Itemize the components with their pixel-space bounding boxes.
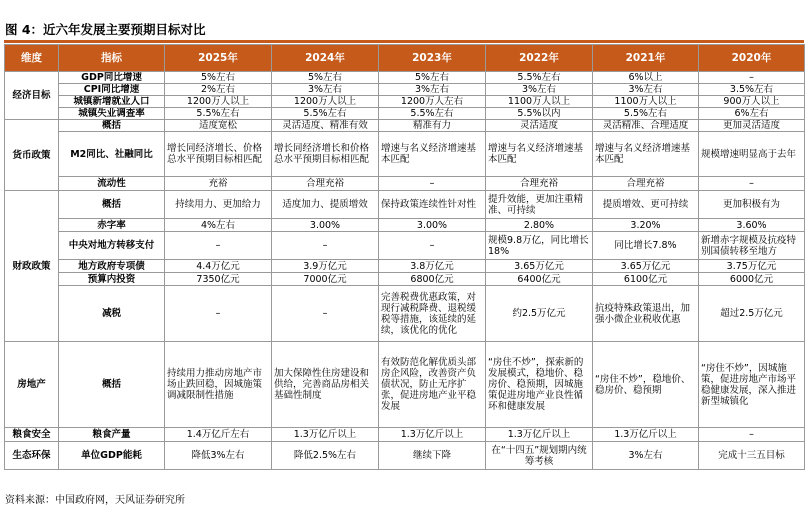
value-cell: “房住不炒”，稳地价、稳房价、稳预期: [593, 342, 699, 428]
indicator-cell: 概括: [59, 120, 165, 132]
value-cell: 规模增速明显高于去年: [699, 132, 805, 177]
value-cell: “房住不炒”，探索新的发展模式，稳地价、稳房价、稳预期，因城施策促进房地产业良性循环和健康发展: [486, 342, 593, 428]
header-2021: 2021年: [593, 45, 699, 72]
indicator-cell: 流动性: [59, 177, 165, 191]
value-cell: 合理充裕: [486, 177, 593, 191]
value-cell: 3%左右: [593, 442, 699, 470]
table-row: [5, 260, 805, 273]
value-cell: 超过2.5万亿元: [699, 286, 805, 342]
header-2023: 2023年: [379, 45, 486, 72]
value-cell: 3.00%: [379, 219, 486, 232]
value-cell: 灵活适度: [486, 120, 593, 132]
table-row: [5, 342, 805, 428]
value-cell: 1100万人以上: [486, 96, 593, 108]
table-row: [5, 84, 805, 96]
value-cell: 完善税费优惠政策，对现行减税降费、退税缓税等措施，该延续的延续，该优化的优化: [379, 286, 486, 342]
value-cell: 增速与名义经济增速基本匹配: [486, 132, 593, 177]
value-cell: 900万人以上: [699, 96, 805, 108]
indicator-cell: 中央对地方转移支付: [59, 232, 165, 260]
value-cell: –: [699, 177, 805, 191]
table-row: [5, 120, 805, 132]
section-monetary: 货币政策: [5, 120, 59, 191]
value-cell: 1.3万亿斤以上: [272, 428, 379, 442]
value-cell: 5.5%以内: [486, 108, 593, 120]
value-cell: 5.5%左右: [165, 108, 272, 120]
value-cell: 新增赤字规模及抗疫特别国债转移至地方: [699, 232, 805, 260]
table-row: [5, 177, 805, 191]
table-row: [5, 191, 805, 219]
value-cell: 3%左右: [379, 84, 486, 96]
indicator-cell: 概括: [59, 342, 165, 428]
section-food-security: 粮食安全: [5, 428, 59, 442]
value-cell: 3.00%: [272, 219, 379, 232]
indicator-cell: 概括: [59, 191, 165, 219]
value-cell: 4%左右: [165, 219, 272, 232]
value-cell: 更加灵活适度: [699, 120, 805, 132]
value-cell: 5%左右: [165, 72, 272, 84]
header-dimension: 维度: [5, 45, 59, 72]
value-cell: 6800亿元: [379, 273, 486, 286]
table-row: [5, 72, 805, 84]
indicator-cell: M2同比、社融同比: [59, 132, 165, 177]
value-cell: –: [272, 232, 379, 260]
section-fiscal: 财政政策: [5, 191, 59, 342]
header-indicator: 指标: [59, 45, 165, 72]
value-cell: 持续用力推动房地产市场止跌回稳，因城施策调减限制性措施: [165, 342, 272, 428]
value-cell: 提升效能，更加注重精准、可持续: [486, 191, 593, 219]
value-cell: 3%左右: [593, 84, 699, 96]
value-cell: –: [165, 232, 272, 260]
value-cell: 增长同经济增长和价格总水平预期目标相匹配: [272, 132, 379, 177]
value-cell: 1200万人以上: [165, 96, 272, 108]
value-cell: 有效防范化解优质头部房企风险，改善资产负债状况，防止无序扩张，促进房地产业平稳发展: [379, 342, 486, 428]
value-cell: 5%左右: [379, 72, 486, 84]
value-cell: –: [699, 428, 805, 442]
value-cell: 降低2.5%左右: [272, 442, 379, 470]
value-cell: 3%左右: [486, 84, 593, 96]
value-cell: 同比增长7.8%: [593, 232, 699, 260]
value-cell: 6%左右: [699, 108, 805, 120]
value-cell: –: [379, 177, 486, 191]
value-cell: 1.4万亿斤左右: [165, 428, 272, 442]
table-row: [5, 442, 805, 470]
value-cell: –: [699, 72, 805, 84]
figure-title: 图 4：近六年发展主要预期目标对比: [5, 22, 206, 37]
source-note: 资料来源：中国政府网，天风证券研究所: [5, 495, 185, 506]
value-cell: 5.5%左右: [593, 108, 699, 120]
value-cell: 3.60%: [699, 219, 805, 232]
value-cell: 完成十三五目标: [699, 442, 805, 470]
value-cell: 6%以上: [593, 72, 699, 84]
header-row: [5, 45, 805, 72]
indicator-cell: 减税: [59, 286, 165, 342]
value-cell: 3.75万亿元: [699, 260, 805, 273]
value-cell: 1.3万亿斤以上: [379, 428, 486, 442]
value-cell: 1.3万亿斤以上: [593, 428, 699, 442]
table-row: [5, 428, 805, 442]
section-economy: 经济目标: [5, 72, 59, 120]
value-cell: 适度宽松: [165, 120, 272, 132]
value-cell: 3.9万亿元: [272, 260, 379, 273]
indicator-cell: GDP同比增速: [59, 72, 165, 84]
value-cell: 更加积极有为: [699, 191, 805, 219]
value-cell: 3.65万亿元: [593, 260, 699, 273]
indicator-cell: 赤字率: [59, 219, 165, 232]
value-cell: 降低3%左右: [165, 442, 272, 470]
value-cell: 6400亿元: [486, 273, 593, 286]
value-cell: 3.5%左右: [699, 84, 805, 96]
value-cell: 3.20%: [593, 219, 699, 232]
value-cell: 提质增效、更可持续: [593, 191, 699, 219]
indicator-cell: 单位GDP能耗: [59, 442, 165, 470]
section-real-estate: 房地产: [5, 342, 59, 428]
value-cell: 增长同经济增长、价格总水平预期目标相匹配: [165, 132, 272, 177]
value-cell: 5%左右: [272, 72, 379, 84]
value-cell: 合理充裕: [272, 177, 379, 191]
indicator-cell: 城镇失业调查率: [59, 108, 165, 120]
value-cell: 精准有力: [379, 120, 486, 132]
indicator-cell: 城镇新增就业人口: [59, 96, 165, 108]
table-row: [5, 286, 805, 342]
value-cell: –: [272, 286, 379, 342]
value-cell: 6000亿元: [699, 273, 805, 286]
value-cell: 灵活精准、合理适度: [593, 120, 699, 132]
value-cell: 3.8万亿元: [379, 260, 486, 273]
value-cell: 加大保障性住房建设和供给，完善商品房相关基础性制度: [272, 342, 379, 428]
value-cell: 合理充裕: [593, 177, 699, 191]
section-ecology: 生态环保: [5, 442, 59, 470]
value-cell: 灵活适度、精准有效: [272, 120, 379, 132]
value-cell: 7000亿元: [272, 273, 379, 286]
title-underline: [4, 40, 804, 43]
value-cell: 7350亿元: [165, 273, 272, 286]
value-cell: –: [379, 232, 486, 260]
value-cell: 约2.5万亿元: [486, 286, 593, 342]
value-cell: 3.65万亿元: [486, 260, 593, 273]
table-row: [5, 132, 805, 177]
table-row: [5, 273, 805, 286]
value-cell: 适度加力、提质增效: [272, 191, 379, 219]
value-cell: 增速与名义经济增速基本匹配: [593, 132, 699, 177]
indicator-cell: 地方政府专项债: [59, 260, 165, 273]
value-cell: 5.5%左右: [272, 108, 379, 120]
value-cell: 充裕: [165, 177, 272, 191]
value-cell: 在“十四五”规划期内统筹考核: [486, 442, 593, 470]
table-row: [5, 232, 805, 260]
value-cell: 1100万人以上: [593, 96, 699, 108]
value-cell: 5.5%左右: [379, 108, 486, 120]
value-cell: 保持政策连续性针对性: [379, 191, 486, 219]
value-cell: “房住不炒”，因城施策，促进房地产市场平稳健康发展，深入推进新型城镇化: [699, 342, 805, 428]
value-cell: 5.5%左右: [486, 72, 593, 84]
header-2025: 2025年: [165, 45, 272, 72]
header-2024: 2024年: [272, 45, 379, 72]
indicator-cell: 粮食产量: [59, 428, 165, 442]
value-cell: 规模9.8万亿，同比增长18%: [486, 232, 593, 260]
targets-table: [4, 44, 805, 470]
value-cell: 持续用力、更加给力: [165, 191, 272, 219]
indicator-cell: 预算内投资: [59, 273, 165, 286]
value-cell: 6100亿元: [593, 273, 699, 286]
value-cell: 2.80%: [486, 219, 593, 232]
value-cell: 4.4万亿元: [165, 260, 272, 273]
indicator-cell: CPI同比增速: [59, 84, 165, 96]
table-row: [5, 108, 805, 120]
value-cell: 1.3万亿斤以上: [486, 428, 593, 442]
header-2022: 2022年: [486, 45, 593, 72]
header-2020: 2020年: [699, 45, 805, 72]
value-cell: 1200万人左右: [379, 96, 486, 108]
value-cell: 抗疫特殊政策退出，加强小微企业税收优惠: [593, 286, 699, 342]
value-cell: –: [165, 286, 272, 342]
table-row: [5, 219, 805, 232]
table-row: [5, 96, 805, 108]
value-cell: 2%左右: [165, 84, 272, 96]
value-cell: 1200万人以上: [272, 96, 379, 108]
value-cell: 3%左右: [272, 84, 379, 96]
value-cell: 增速与名义经济增速基本匹配: [379, 132, 486, 177]
value-cell: 继续下降: [379, 442, 486, 470]
